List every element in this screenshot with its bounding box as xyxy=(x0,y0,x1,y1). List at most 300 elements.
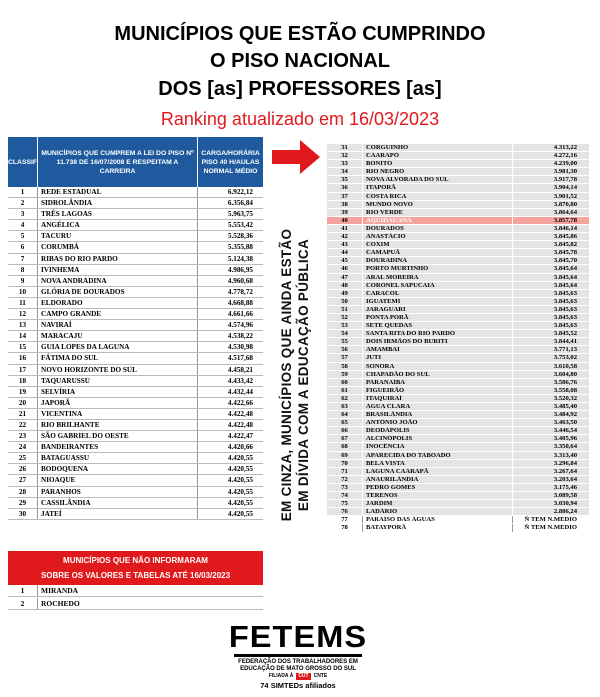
row-municipality: CHAPADÃO DO SUL xyxy=(363,371,513,378)
row-municipality: RIO BRILHANTE xyxy=(38,420,198,430)
row-municipality: BELA VISTA xyxy=(363,460,513,467)
row-municipality: PORTO MURTINHO xyxy=(363,265,513,272)
row-municipality: JARAGUARI xyxy=(363,306,513,313)
row-rank: 50 xyxy=(327,298,363,305)
row-municipality: ANAURILÂNDIA xyxy=(363,476,513,483)
row-municipality: ANTÔNIO JOÃO xyxy=(363,419,513,426)
row-value: 3.845,63 xyxy=(553,313,577,321)
table-row xyxy=(8,453,263,464)
table-row xyxy=(8,309,263,320)
row-rank: 27 xyxy=(8,475,38,485)
row-municipality: BONITO xyxy=(363,160,513,167)
row-rank: 78 xyxy=(327,524,363,531)
table-row xyxy=(327,354,589,362)
row-rank: 31 xyxy=(327,144,363,151)
row-value: 4.420,66 xyxy=(227,443,253,452)
row-municipality: ROCHEDO xyxy=(41,599,80,608)
row-value: 4.420,55 xyxy=(227,454,253,463)
ranking-date-subtitle: Ranking atualizado em 16/03/2023 xyxy=(160,109,440,129)
row-municipality: LAGUNA CAARAPÃ xyxy=(363,468,513,475)
row-value: 3.296,84 xyxy=(553,459,577,467)
table-row xyxy=(8,265,263,276)
table-row xyxy=(327,371,589,379)
row-value: 3.845,78 xyxy=(553,249,577,257)
table-row xyxy=(327,460,589,468)
table-row xyxy=(327,403,589,411)
row-rank: 66 xyxy=(327,427,363,434)
table-row xyxy=(8,276,263,287)
row-rank: 38 xyxy=(327,201,363,208)
row-value: 3.845,70 xyxy=(553,257,577,265)
table-row xyxy=(327,322,589,330)
table-row xyxy=(327,427,589,435)
row-value: 3.845,63 xyxy=(553,322,577,330)
table-row xyxy=(8,598,263,610)
row-value: 4.420,55 xyxy=(227,487,253,496)
row-rank: 2 xyxy=(8,598,38,609)
row-rank: 32 xyxy=(327,152,363,159)
row-municipality: VICENTINA xyxy=(38,409,198,419)
table-row xyxy=(327,225,589,233)
row-rank: 60 xyxy=(327,379,363,386)
row-rank: 68 xyxy=(327,443,363,450)
row-value: 3.844,41 xyxy=(553,338,577,346)
page-title-line-2: O PISO NACIONAL xyxy=(209,50,390,72)
row-municipality: DOURADOS xyxy=(363,225,513,232)
row-value: 4.420,55 xyxy=(227,476,253,485)
row-value: 3.845,64 xyxy=(553,273,577,281)
row-municipality: MIRANDA xyxy=(41,586,79,595)
table-row xyxy=(8,187,263,198)
row-municipality: PEDRO GOMES xyxy=(363,484,513,491)
row-rank: 69 xyxy=(327,452,363,459)
row-rank: 54 xyxy=(327,330,363,337)
row-value: 3.463,50 xyxy=(553,419,577,427)
row-value: 4.239,00 xyxy=(553,160,577,168)
row-rank: 55 xyxy=(327,338,363,345)
table-row xyxy=(8,475,263,486)
row-rank: 29 xyxy=(8,498,38,508)
row-rank: 4 xyxy=(8,220,38,230)
row-value: Ñ TEM N.MÉDIO xyxy=(524,516,577,524)
table-row xyxy=(327,516,589,524)
row-rank: 33 xyxy=(327,160,363,167)
row-municipality: NOVA ANDRADINA xyxy=(38,276,198,286)
row-rank: 2 xyxy=(8,198,38,208)
table-row xyxy=(327,233,589,241)
row-rank: 23 xyxy=(8,431,38,441)
row-municipality: CAARAPÓ xyxy=(363,152,513,159)
row-municipality: NOVA ALVORADA DO SUL xyxy=(363,176,513,183)
table-row xyxy=(8,353,263,364)
row-municipality: TAQUARUSSU xyxy=(38,376,198,386)
table-row xyxy=(8,387,263,398)
row-rank: 19 xyxy=(8,387,38,397)
row-rank: 1 xyxy=(8,187,38,197)
row-value: 3.520,32 xyxy=(553,394,577,402)
row-municipality: APARECIDA DO TABOADO xyxy=(363,452,513,459)
row-value: 3.753,02 xyxy=(553,354,577,362)
row-municipality: PARAÍSO DAS ÁGUAS xyxy=(363,516,513,523)
row-rank: 62 xyxy=(327,395,363,402)
row-value: 3.845,86 xyxy=(553,233,577,241)
table-row xyxy=(8,442,263,453)
row-value: 3.845,63 xyxy=(553,289,577,297)
row-value: 3.313,40 xyxy=(553,451,577,459)
row-value: 3.904,14 xyxy=(553,184,577,192)
table-row xyxy=(327,176,589,184)
table-row xyxy=(327,492,589,500)
row-municipality: FIGUEIRÃO xyxy=(363,387,513,394)
row-municipality: BATAYPORÃ xyxy=(363,524,513,531)
table-row xyxy=(327,160,589,168)
row-value: 4.422,66 xyxy=(227,398,253,407)
table-row xyxy=(8,585,263,597)
row-value: 4.960,68 xyxy=(227,276,253,285)
table-row xyxy=(327,209,589,217)
table-row xyxy=(327,395,589,403)
row-municipality: ITAQUIRAÍ xyxy=(363,395,513,402)
row-rank: 16 xyxy=(8,353,38,363)
table-row xyxy=(8,298,263,309)
affiliates-count: 74 SIMTEDs afiliados xyxy=(260,681,336,690)
table-row xyxy=(327,201,589,209)
right-arrow-icon xyxy=(272,140,320,174)
table-row xyxy=(8,431,263,442)
table-row xyxy=(327,524,589,532)
row-value: 3.845,63 xyxy=(553,297,577,305)
row-rank: 74 xyxy=(327,492,363,499)
row-value: 3.917,78 xyxy=(553,176,577,184)
row-municipality: BATAGUASSU xyxy=(38,453,198,463)
row-rank: 59 xyxy=(327,371,363,378)
row-municipality: ANGÉLICA xyxy=(38,220,198,230)
not-informed-subtitle: SOBRE OS VALORES E TABELAS ATÉ 16/03/2023 xyxy=(40,571,231,580)
table-row xyxy=(327,338,589,346)
row-municipality: AQUIDAUANA xyxy=(363,217,513,224)
row-value: 4.422,47 xyxy=(227,432,253,441)
table-row xyxy=(327,257,589,265)
row-value: 4.517,68 xyxy=(227,354,253,363)
row-value: 6.356,84 xyxy=(227,199,253,208)
row-rank: 11 xyxy=(8,298,38,308)
row-municipality: PONTA PORÃ xyxy=(363,314,513,321)
row-rank: 72 xyxy=(327,476,363,483)
row-rank: 40 xyxy=(327,217,363,224)
row-value: 3.901,52 xyxy=(553,192,577,200)
row-value: 3.484,92 xyxy=(553,411,577,419)
logo-line-2: EDUCAÇÃO DE MATO GROSSO DO SUL xyxy=(240,666,356,672)
row-rank: 1 xyxy=(8,585,38,596)
row-municipality: ELDORADO xyxy=(38,298,198,308)
row-value: 3.446,54 xyxy=(553,427,577,435)
row-rank: 51 xyxy=(327,306,363,313)
row-value: 4.530,98 xyxy=(227,343,253,352)
row-value: 3.405,96 xyxy=(553,435,577,443)
row-rank: 48 xyxy=(327,282,363,289)
table-row xyxy=(327,387,589,395)
table-row xyxy=(327,168,589,176)
row-value: 5.963,75 xyxy=(227,210,253,219)
row-value: 4.458,21 xyxy=(227,365,253,374)
row-rank: 71 xyxy=(327,468,363,475)
row-value: 4.313,22 xyxy=(553,144,577,151)
row-municipality: SIDROLÂNDIA xyxy=(38,198,198,208)
row-value: 4.433,42 xyxy=(227,376,253,385)
vertical-caption-line-1: EM CINZA, MUNICÍPIOS QUE AINDA ESTÃO xyxy=(279,228,294,522)
logo-affiliation xyxy=(228,673,368,680)
row-municipality: ALCINÓPOLIS xyxy=(363,435,513,442)
row-rank: 5 xyxy=(8,231,38,241)
row-rank: 10 xyxy=(8,287,38,297)
row-rank: 56 xyxy=(327,346,363,353)
table-row xyxy=(8,342,263,353)
row-value: 3.604,80 xyxy=(553,370,577,378)
table-row xyxy=(8,198,263,209)
row-rank: 15 xyxy=(8,342,38,352)
row-municipality: ANASTÁCIO xyxy=(363,233,513,240)
cnte-badge: CNTE xyxy=(313,673,328,679)
table-row xyxy=(327,241,589,249)
table-row xyxy=(327,330,589,338)
row-municipality: AMAMBAI xyxy=(363,346,513,353)
row-rank: 61 xyxy=(327,387,363,394)
row-rank: 14 xyxy=(8,331,38,341)
table-row xyxy=(327,217,589,225)
table-row xyxy=(327,435,589,443)
table-row xyxy=(8,320,263,331)
row-rank: 42 xyxy=(327,233,363,240)
row-value: 3.267,64 xyxy=(553,467,577,475)
table-row xyxy=(8,231,263,242)
row-value: 3.981,30 xyxy=(553,168,577,176)
row-municipality: JUTI xyxy=(363,354,513,361)
row-value: 3.771,13 xyxy=(553,346,577,354)
table-row xyxy=(327,274,589,282)
table-row xyxy=(8,365,263,376)
vertical-caption-line-2: EM DÍVIDA COM A EDUCAÇÃO PÚBLICA xyxy=(296,238,311,512)
row-municipality: SETE QUEDAS xyxy=(363,322,513,329)
row-value: 2.886,24 xyxy=(553,508,577,516)
row-rank: 12 xyxy=(8,309,38,319)
row-rank: 45 xyxy=(327,257,363,264)
table-row xyxy=(327,298,589,306)
table-row xyxy=(327,249,589,257)
compliant-municipalities-table xyxy=(8,137,263,520)
table-row xyxy=(8,220,263,231)
table-row xyxy=(327,184,589,192)
row-municipality: SÃO GABRIEL DO OESTE xyxy=(38,431,198,441)
row-value: 3.846,14 xyxy=(553,224,577,232)
row-rank: 13 xyxy=(8,320,38,330)
table-row xyxy=(327,500,589,508)
page-title-line-1: MUNICÍPIOS QUE ESTÃO CUMPRINDO xyxy=(114,23,486,45)
row-value: 3.485,40 xyxy=(553,403,577,410)
row-municipality: NOVO HORIZONTE DO SUL xyxy=(38,365,198,375)
row-rank: 9 xyxy=(8,276,38,286)
row-municipality: RIO NEGRO xyxy=(363,168,513,175)
row-municipality: CORUMBÁ xyxy=(38,242,198,252)
row-rank: 58 xyxy=(327,363,363,370)
row-value: 4.986,95 xyxy=(227,265,253,274)
row-rank: 6 xyxy=(8,242,38,252)
row-municipality: FÁTIMA DO SUL xyxy=(38,353,198,363)
row-municipality: IGUATEMI xyxy=(363,298,513,305)
table-row xyxy=(8,376,263,387)
row-value: 4.422,48 xyxy=(227,409,253,418)
row-rank: 22 xyxy=(8,420,38,430)
indebted-municipalities-table xyxy=(327,144,589,533)
table-row xyxy=(8,254,263,265)
row-municipality: JATEÍ xyxy=(38,509,198,519)
row-value: 3.203,64 xyxy=(553,475,577,483)
row-rank: 44 xyxy=(327,249,363,256)
cut-badge: CUT xyxy=(298,673,309,679)
row-municipality: CORGUINHO xyxy=(363,144,513,151)
row-municipality: BANDEIRANTES xyxy=(38,442,198,452)
row-value: 3.350,64 xyxy=(553,443,577,451)
row-rank: 41 xyxy=(327,225,363,232)
row-value: 3.864,64 xyxy=(553,208,577,216)
row-value: 5.528,36 xyxy=(227,232,253,241)
logo-divider xyxy=(234,654,362,657)
row-municipality: CASSILÂNDIA xyxy=(38,498,198,508)
row-value: 5.355,88 xyxy=(227,243,253,252)
not-informed-title: MUNICÍPIOS QUE NÃO INFORMARAM xyxy=(63,556,208,565)
row-value: 3.845,82 xyxy=(553,241,577,249)
row-municipality: CARACOL xyxy=(363,290,513,297)
row-municipality: DOURADINA xyxy=(363,257,513,264)
table-row xyxy=(327,468,589,476)
table-row xyxy=(327,265,589,273)
table-body xyxy=(8,187,263,520)
row-municipality: CAMAPUÃ xyxy=(363,249,513,256)
row-rank: 34 xyxy=(327,168,363,175)
row-municipality: INOCÊNCIA xyxy=(363,443,513,450)
row-rank: 36 xyxy=(327,184,363,191)
table-body xyxy=(327,144,589,533)
row-municipality: CORONEL SAPUCAIA xyxy=(363,282,513,289)
row-value: 5.553,42 xyxy=(227,221,253,230)
table-row xyxy=(327,443,589,451)
table-row xyxy=(327,193,589,201)
table-row xyxy=(8,498,263,509)
row-value: 3.845,64 xyxy=(553,281,577,289)
row-municipality: SONORA xyxy=(363,363,513,370)
row-municipality: BODOQUENA xyxy=(38,464,198,474)
table-row xyxy=(327,379,589,387)
row-rank: 39 xyxy=(327,209,363,216)
table-row xyxy=(327,452,589,460)
row-value: 5.124,38 xyxy=(227,254,253,263)
table-row xyxy=(327,484,589,492)
row-rank: 25 xyxy=(8,453,38,463)
row-value: 3.857,78 xyxy=(553,216,577,224)
row-rank: 64 xyxy=(327,411,363,418)
row-value: 3.845,52 xyxy=(553,330,577,338)
table-row xyxy=(327,476,589,484)
row-value: 3.030,94 xyxy=(553,500,577,508)
table-row xyxy=(8,420,263,431)
row-rank: 63 xyxy=(327,403,363,410)
table-row xyxy=(8,287,263,298)
row-value: 3.175,46 xyxy=(553,483,577,491)
row-value: 3.870,80 xyxy=(553,200,577,208)
logo-filiada-text: FILIADA À xyxy=(268,673,294,679)
column-header-classif: CLASSIF xyxy=(8,137,38,187)
row-municipality: ITAPORÃ xyxy=(363,184,513,191)
row-value: 3.845,63 xyxy=(553,305,577,313)
row-municipality: TRÊS LAGOAS xyxy=(38,209,198,219)
table-row xyxy=(327,419,589,427)
row-value: 4.661,66 xyxy=(227,310,253,319)
row-rank: 65 xyxy=(327,419,363,426)
row-rank: 37 xyxy=(327,193,363,200)
not-informed-header xyxy=(8,551,263,585)
row-rank: 49 xyxy=(327,290,363,297)
row-municipality: MARACAJU xyxy=(38,331,198,341)
row-rank: 53 xyxy=(327,322,363,329)
row-rank: 35 xyxy=(327,176,363,183)
row-municipality: BRASILÂNDIA xyxy=(363,411,513,418)
row-municipality: RIO VERDE xyxy=(363,209,513,216)
row-value: 4.574,96 xyxy=(227,321,253,330)
row-value: 4.432,44 xyxy=(227,387,253,396)
row-rank: 76 xyxy=(327,508,363,515)
row-rank: 17 xyxy=(8,365,38,375)
column-header-municipios: MUNICÍPIOS QUE CUMPREM A LEI DO PISO Nº 11.738 DE 16/07/2008 E RESPEITAM A CARREIRA xyxy=(38,137,198,187)
row-rank: 26 xyxy=(8,464,38,474)
column-header-carga-horaria: CARGA/HORÁRIA PISO 40 H/AULAS NORMAL MÉDIO xyxy=(201,149,260,175)
table-row xyxy=(327,363,589,371)
row-value: 4.778,72 xyxy=(227,287,253,296)
row-rank: 47 xyxy=(327,274,363,281)
row-municipality: SANTA RITA DO RIO PARDO xyxy=(363,330,513,337)
table-row xyxy=(327,314,589,322)
table-row xyxy=(8,209,263,220)
row-rank: 3 xyxy=(8,209,38,219)
row-municipality: RIBAS DO RIO PARDO xyxy=(38,254,198,264)
row-municipality: TACURU xyxy=(38,231,198,241)
table-row xyxy=(327,306,589,314)
table-row xyxy=(327,290,589,298)
row-municipality: NAVIRAÍ xyxy=(38,320,198,330)
row-rank: 20 xyxy=(8,398,38,408)
logo-wordmark: FETEMS xyxy=(228,619,368,654)
row-municipality: TERENOS xyxy=(363,492,513,499)
row-value: 4.538,22 xyxy=(227,332,253,341)
row-value: 4.420,55 xyxy=(227,465,253,474)
row-value: 3.586,76 xyxy=(553,378,577,386)
row-rank: 43 xyxy=(327,241,363,248)
table-row xyxy=(8,487,263,498)
table-row xyxy=(8,398,263,409)
row-value: 4.422,48 xyxy=(227,420,253,429)
vertical-caption xyxy=(278,175,318,575)
row-municipality: GLÓRIA DE DOURADOS xyxy=(38,287,198,297)
row-value: 4.668,88 xyxy=(227,298,253,307)
row-municipality: ÁGUA CLARA xyxy=(363,403,513,410)
table-row xyxy=(327,282,589,290)
table-row xyxy=(327,346,589,354)
row-municipality: JAPORÃ xyxy=(38,398,198,408)
row-rank: 67 xyxy=(327,435,363,442)
row-rank: 77 xyxy=(327,516,363,523)
row-municipality: CAMPO GRANDE xyxy=(38,309,198,319)
row-municipality: PARANAÍBA xyxy=(363,379,513,386)
row-municipality: JARDIM xyxy=(363,500,513,507)
row-municipality: ARAL MOREIRA xyxy=(363,274,513,281)
